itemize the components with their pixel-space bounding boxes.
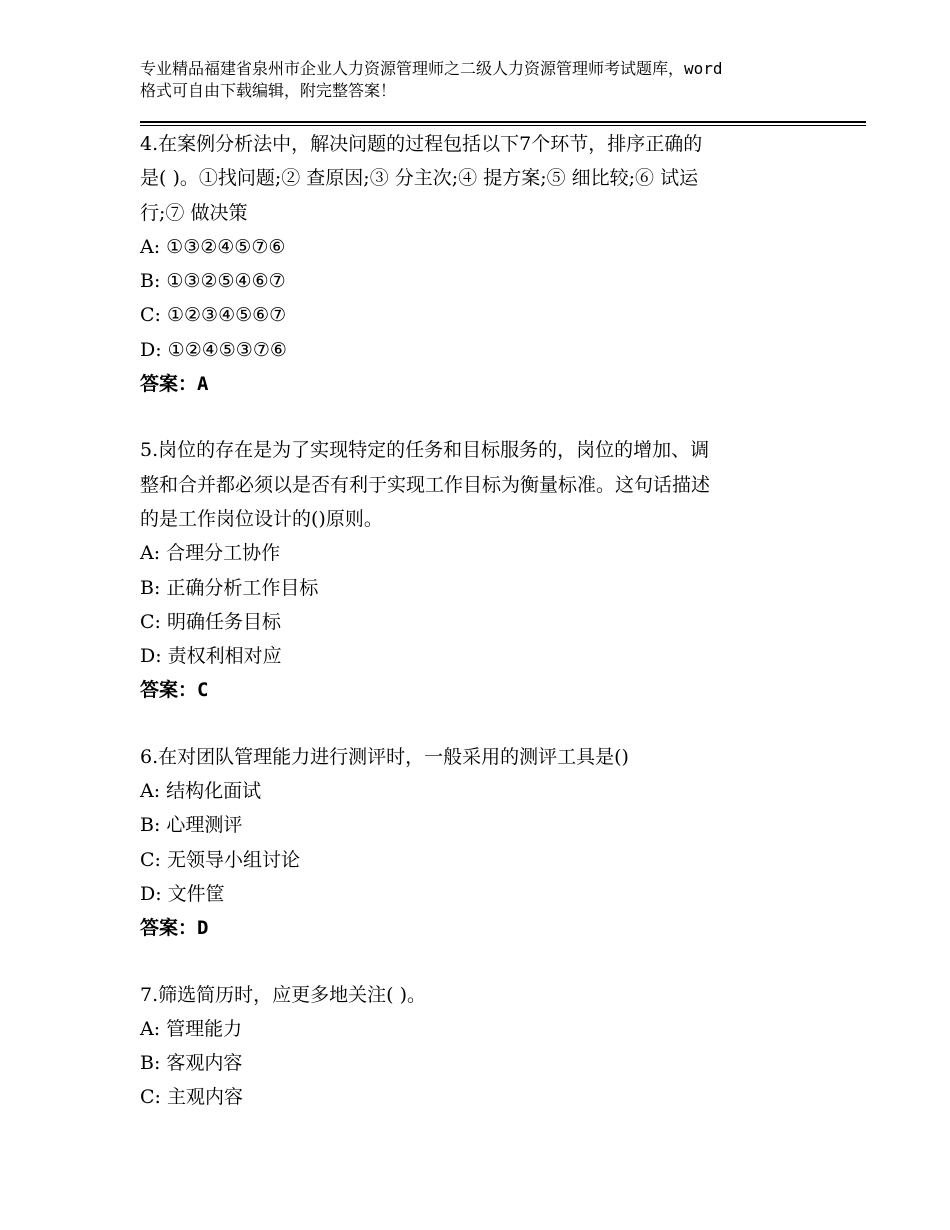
question-stem-line: 是( )。①找问题;② 查原因;③ 分主次;④ 提方案;⑤ 细比较;⑥ 试运 xyxy=(140,167,699,190)
answer-line: 答案：C xyxy=(140,679,209,702)
option-d: D: ①②④⑤③⑦⑥ xyxy=(140,338,287,361)
answer-line: 答案：D xyxy=(140,917,209,940)
question-stem-line: 5.岗位的存在是为了实现特定的任务和目标服务的，岗位的增加、调 xyxy=(140,439,710,462)
option-d: D: 责权利相对应 xyxy=(140,645,282,668)
header-divider-thin xyxy=(140,125,866,126)
document-header xyxy=(140,58,840,102)
question-6 xyxy=(140,740,820,946)
option-b: B: ①③②⑤④⑥⑦ xyxy=(140,270,286,293)
answer-line: 答案：A xyxy=(140,373,209,396)
option-d: D: 文件筐 xyxy=(140,882,225,905)
option-a: A: 合理分工协作 xyxy=(140,542,281,565)
header-divider-thick xyxy=(140,121,866,123)
question-stem-line: 6.在对团队管理能力进行测评时，一般采用的测评工具是() xyxy=(140,745,629,768)
option-c: C: ①②③④⑤⑥⑦ xyxy=(140,304,287,327)
option-a: A: ①③②④⑤⑦⑥ xyxy=(140,235,286,258)
option-b: B: 心理测评 xyxy=(140,814,243,837)
option-b: B: 客观内容 xyxy=(140,1052,243,1075)
question-5 xyxy=(140,433,820,707)
header-line: 格式可自由下载编辑，附完整答案！ xyxy=(140,81,397,100)
option-c: C: 无领导小组讨论 xyxy=(140,848,300,871)
option-b: B: 正确分析工作目标 xyxy=(140,576,319,599)
option-a: A: 管理能力 xyxy=(140,1017,243,1040)
question-stem-line: 的是工作岗位设计的()原则。 xyxy=(140,507,383,530)
header-line: 专业精品福建省泉州市企业人力资源管理师之二级人力资源管理师考试题库，word xyxy=(140,59,723,78)
option-a: A: 结构化面试 xyxy=(140,780,262,803)
question-stem-line: 行;⑦ 做决策 xyxy=(140,201,248,224)
question-4 xyxy=(140,127,820,401)
question-7 xyxy=(140,978,820,1115)
question-list xyxy=(140,127,820,1147)
question-stem-line: 7.筛选简历时，应更多地关注( )。 xyxy=(140,983,426,1006)
option-c: C: 明确任务目标 xyxy=(140,610,281,633)
question-stem-line: 整和合并都必须以是否有利于实现工作目标为衡量标准。这句话描述 xyxy=(140,473,711,496)
option-c: C: 主观内容 xyxy=(140,1086,243,1109)
question-stem-line: 4.在案例分析法中，解决问题的过程包括以下7个环节，排序正确的 xyxy=(140,133,703,155)
